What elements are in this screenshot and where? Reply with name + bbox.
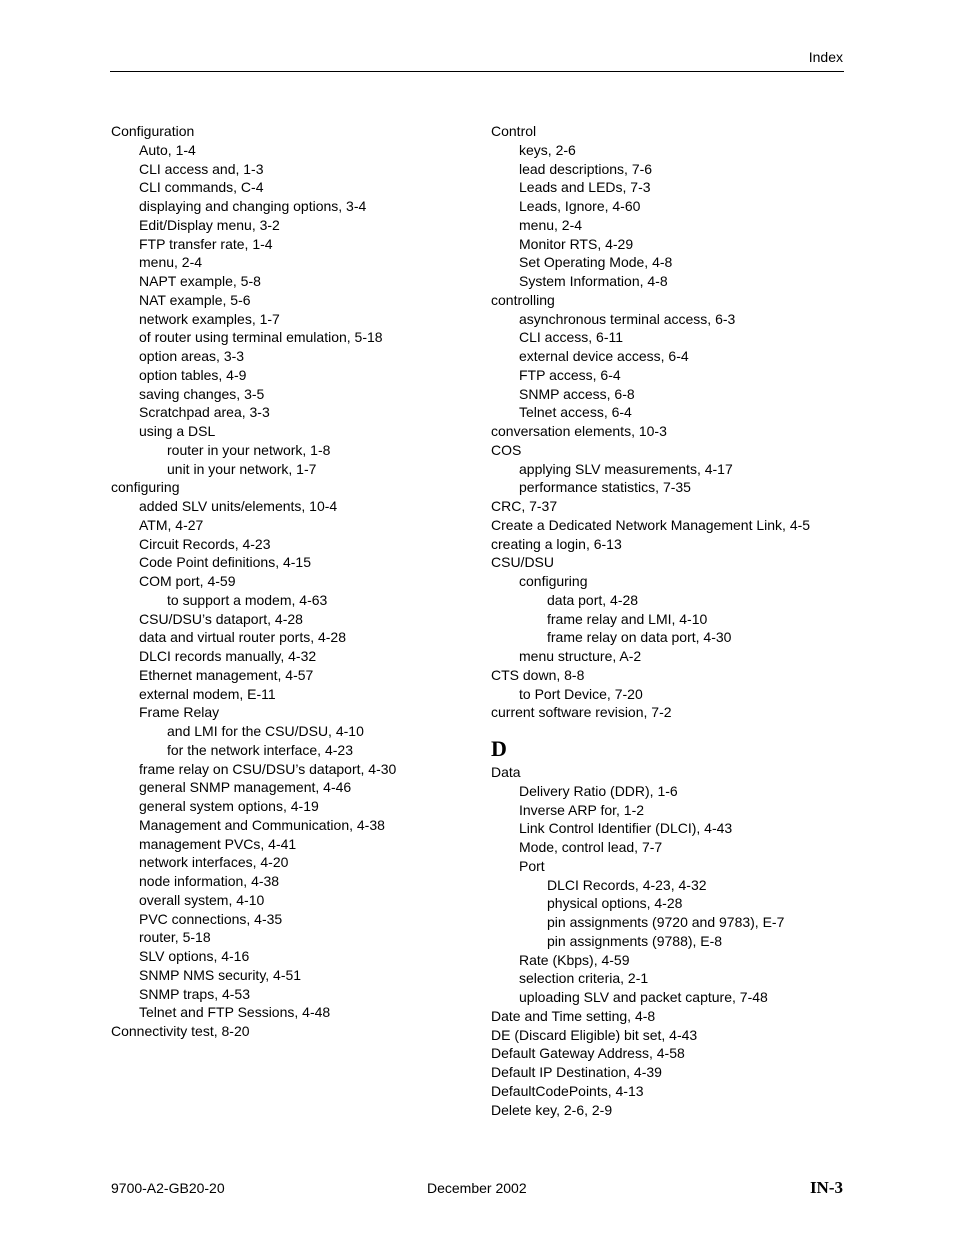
index-entry: uploading SLV and packet capture, 7-48 [519,989,768,1005]
index-entry: CSU/DSU’s dataport, 4-28 [139,610,303,627]
index-entry: Circuit Records, 4-23 [139,535,271,552]
index-entry: Date and Time setting, 4-8 [491,1007,656,1024]
index-entry: Code Point definitions, 4-15 [139,554,311,571]
index-entry: CSU/DSU [491,554,555,571]
index-entry: pin assignments (9720 and 9783), E-7 [547,914,785,930]
index-entry: option tables, 4-9 [139,366,247,383]
index-entry: using a DSL [139,423,216,439]
index-entry: CLI commands, C-4 [139,179,264,196]
index-entry: added SLV units/elements, 10-4 [139,498,338,514]
index-entry: controlling [491,291,555,308]
index-entry: SLV options, 4-16 [139,948,250,964]
index-entry: Telnet access, 6-4 [519,404,632,421]
index-entry: NAT example, 5-6 [139,291,251,308]
index-entry: frame relay and LMI, 4-10 [547,610,708,627]
index-entry: frame relay on CSU/DSU’s dataport, 4-30 [139,760,397,777]
index-entry: and LMI for the CSU/DSU, 4-10 [167,723,364,739]
index-entry: SNMP NMS security, 4-51 [139,966,302,983]
footer-doc-number: 9700-A2-GB20-20 [111,1180,225,1196]
index-entry: management PVCs, 4-41 [139,835,297,852]
index-entry: router, 5-18 [139,929,211,946]
index-entry: for the network interface, 4-23 [167,741,353,758]
index-entry: lead descriptions, 7-6 [519,160,653,177]
index-entry: network examples, 1-7 [139,310,280,327]
index-entry: System Information, 4-8 [519,273,668,289]
index-section-d [491,763,851,1119]
index-entry: Frame Relay [139,704,220,721]
index-entry: menu, 2-4 [139,254,203,271]
index-entry: option areas, 3-3 [139,348,245,364]
index-column-right [491,122,851,1119]
index-entry: Scratchpad area, 3-3 [139,404,270,421]
index-entry: Create a Dedicated Network Management Link, 4-5 [491,516,811,533]
index-entry: to Port Device, 7-20 [519,685,643,702]
index-entry: of router using terminal emulation, 5-18 [139,329,383,346]
index-entry: saving changes, 3-5 [139,385,265,402]
index-entry: Control [491,123,537,139]
index-entry: Rate (Kbps), 4-59 [519,951,630,968]
index-entry: performance statistics, 7-35 [519,479,691,496]
index-entry: Default IP Destination, 4-39 [491,1064,662,1080]
index-entry: Edit/Display menu, 3-2 [139,216,280,233]
index-entry: CTS down, 8-8 [491,666,585,683]
index-entry: Mode, control lead, 7-7 [519,839,663,855]
index-entry: Auto, 1-4 [139,141,196,158]
index-entry: Port [519,857,545,874]
index-entry: PVC connections, 4-35 [139,910,283,927]
index-entry: FTP transfer rate, 1-4 [139,235,273,252]
index-entry: CRC, 7-37 [491,498,558,514]
index-entry: FTP access, 6-4 [519,366,621,383]
index-entry: applying SLV measurements, 4-17 [519,460,733,477]
index-entry: frame relay on data port, 4-30 [547,629,732,646]
index-entry: node information, 4-38 [139,873,280,889]
index-entry: SNMP traps, 4-53 [139,985,251,1002]
index-entry: general system options, 4-19 [139,798,319,814]
index-entry: Default Gateway Address, 4-58 [491,1045,685,1062]
index-section-c [491,122,851,722]
header-rule [110,71,844,72]
index-entry: COS [491,441,522,458]
index-entry: pin assignments (9788), E-8 [547,932,723,949]
section-letter-d: D [491,736,507,761]
index-entry: selection criteria, 2-1 [519,970,649,987]
index-entry: DLCI records manually, 4-32 [139,648,317,664]
index-entry: Monitor RTS, 4-29 [519,235,634,252]
index-entry: Configuration [111,123,195,139]
index-entry: CLI access and, 1-3 [139,160,264,177]
footer-page-number: IN-3 [809,1178,843,1197]
index-entry: Leads and LEDs, 7-3 [519,179,651,196]
index-entry: physical options, 4-28 [547,895,683,912]
index-entry: external modem, E-11 [139,685,276,702]
index-entry: Leads, Ignore, 4-60 [519,198,641,214]
index-entry: data port, 4-28 [547,591,639,608]
index-entry: menu structure, A-2 [519,648,642,664]
index-entry: Telnet and FTP Sessions, 4-48 [139,1004,331,1021]
index-entry: DLCI Records, 4-23, 4-32 [547,876,707,893]
index-entry: keys, 2-6 [519,141,576,158]
index-entry: Ethernet management, 4-57 [139,666,314,683]
index-entry: NAPT example, 5-8 [139,273,261,289]
index-entry: data and virtual router ports, 4-28 [139,629,347,646]
index-entry: asynchronous terminal access, 6-3 [519,310,736,327]
index-entry: Inverse ARP for, 1-2 [519,801,645,818]
index-entry: Delivery Ratio (DDR), 1-6 [519,782,678,799]
index-entry: configuring [111,479,180,496]
index-entry: Data [491,764,521,780]
index-entry: Connectivity test, 8-20 [111,1023,250,1039]
index-entry: configuring [519,573,588,589]
index-entry: unit in your network, 1-7 [167,460,317,477]
index-entry: DefaultCodePoints, 4-13 [491,1082,644,1099]
index-entry: network interfaces, 4-20 [139,854,289,871]
index-entry: current software revision, 7-2 [491,704,672,721]
index-entry: conversation elements, 10-3 [491,423,667,439]
index-entry: Delete key, 2-6, 2-9 [491,1101,613,1118]
index-entry: ATM, 4-27 [139,516,204,533]
index-entry: Link Control Identifier (DLCI), 4-43 [519,820,733,837]
index-entry: menu, 2-4 [519,216,583,233]
index-entry: SNMP access, 6-8 [519,385,635,402]
footer-date: December 2002 [427,1180,527,1196]
index-entry: DE (Discard Eligible) bit set, 4-43 [491,1026,698,1043]
index-entry: Set Operating Mode, 4-8 [519,254,673,271]
index-column-left [111,122,481,1041]
index-entry: COM port, 4-59 [139,573,236,589]
index-entry: creating a login, 6-13 [491,535,622,552]
index-entry: to support a modem, 4-63 [167,591,328,608]
index-entry: general SNMP management, 4-46 [139,779,352,796]
index-entry: displaying and changing options, 3-4 [139,198,367,214]
index-entry: external device access, 6-4 [519,348,689,364]
index-entry: Management and Communication, 4-38 [139,816,385,833]
index-entry: router in your network, 1-8 [167,441,331,458]
index-entry: overall system, 4-10 [139,891,265,908]
header-label: Index [808,49,843,65]
index-entry: CLI access, 6-11 [519,329,624,346]
